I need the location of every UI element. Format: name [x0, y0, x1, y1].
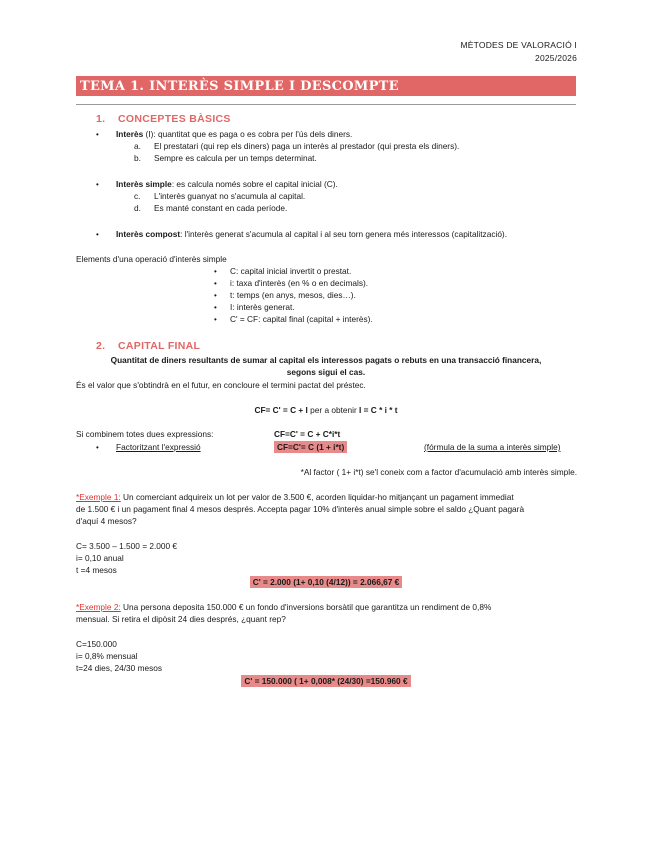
- bullet-icon: •: [214, 303, 217, 312]
- example-1-text: Un comerciant adquireix un lot per valor de 3.500 €, acorden liquidar-ho mitjançant un pagament immediat: [120, 492, 514, 502]
- list-text: Sempre es calcula per un temps determinat.: [154, 153, 317, 163]
- factor-formula-wrap: [274, 442, 347, 453]
- example-1-line-1: [76, 492, 514, 503]
- bullet-icon: •: [214, 279, 217, 288]
- list-item: [214, 266, 351, 277]
- bullet-icon: •: [96, 443, 99, 452]
- example-1-data: t =4 mesos: [76, 565, 117, 575]
- section-2-heading: [96, 340, 200, 352]
- example-2-label: *Exemple 2:: [76, 602, 121, 612]
- example-2-line-1: [76, 602, 491, 613]
- example-2-result: C' = 150.000 ( 1+ 0,008* (24/30) =150.960 €: [241, 675, 410, 687]
- example-1-line-3: d'aquí 4 mesos?: [76, 516, 137, 526]
- bullet-interes: [96, 129, 352, 140]
- factor-row: [96, 442, 201, 453]
- section-1-number: 1.: [96, 113, 106, 125]
- example-1-data: i= 0,10 anual: [76, 553, 124, 563]
- bullet-compost: [96, 229, 507, 240]
- bullet-simple: [96, 179, 338, 190]
- bullet-icon: •: [96, 130, 99, 139]
- example-2-text: Una persona deposita 150.000 € un fondo d'inversions borsàtil que garantitza un rendiment de 0,8%: [120, 602, 492, 612]
- list-item: [134, 141, 459, 152]
- term-interes: Interès: [116, 129, 144, 139]
- section-2-title: CAPITAL FINAL: [118, 340, 201, 352]
- term-simple: Interès simple: [116, 179, 172, 189]
- bullet-icon: •: [214, 267, 217, 276]
- list-text: t: temps (en anys, mesos, dies…).: [230, 290, 356, 300]
- definition-line-1: Quantitat de diners resultants de sumar al capital els interessos pagats o rebuts en una transacció financera,: [110, 355, 542, 365]
- example-2-data: i= 0,8% mensual: [76, 651, 138, 661]
- example-1-data: C= 3.500 – 1.500 = 2.000 €: [76, 541, 178, 551]
- example-1-label: *Exemple 1:: [76, 492, 121, 502]
- formula-mid: per a obtenir: [307, 405, 360, 415]
- list-marker: b.: [134, 153, 141, 163]
- bullet-icon: •: [214, 291, 217, 300]
- list-item: [134, 153, 317, 164]
- factor-note: (fórmula de la suma a interès simple): [424, 442, 561, 452]
- list-text: Es manté constant en cada període.: [154, 203, 288, 213]
- def-simple: : es calcula només sobre el capital inicial (C).: [171, 179, 338, 189]
- example-2-data: C=150.000: [76, 639, 117, 649]
- list-text: C' = CF: capital final (capital + interès).: [230, 314, 373, 324]
- list-item: [214, 302, 295, 313]
- factor-formula: CF=C'= C (1 + i*t): [274, 441, 347, 453]
- example-2-line-2: mensual. Si retira el dipòsit 24 dies després, ¿quant rep?: [76, 614, 286, 624]
- term-compost: Interès compost: [116, 229, 181, 239]
- def-compost: : l'interès generat s'acumula al capital i al seu torn genera més interessos (capitalització).: [180, 229, 507, 239]
- list-item: [214, 278, 368, 289]
- bullet-icon: •: [96, 180, 99, 189]
- definition-line-2: segons sigui el cas.: [286, 367, 366, 377]
- page-title: TEMA 1. INTERÈS SIMPLE I DESCOMPTE: [80, 79, 399, 94]
- section-1-title: CONCEPTES BÀSICS: [118, 113, 231, 125]
- list-item: [134, 191, 305, 202]
- list-item: [214, 314, 373, 325]
- formula-line: [76, 405, 576, 416]
- factor-remark: *Al factor ( 1+ i*t) se'l coneix com a factor d'acumulació amb interès simple.: [300, 467, 577, 477]
- example-1-result-wrap: [76, 577, 576, 588]
- elements-intro: Elements d'una operació d'interès simple: [76, 254, 227, 264]
- example-2-data: t=24 dies, 24/30 mesos: [76, 663, 163, 673]
- list-text: i: taxa d'interès (en % o en decimals).: [230, 278, 369, 288]
- example-1-line-2: de 1.500 € i un pagament final 4 mesos després. Accepta pagar 10% d'interès anual simple sobre el saldo ¿Quant pagarà: [76, 504, 525, 514]
- list-item: [134, 203, 287, 214]
- def-interes: (I): quantitat que es paga o es cobra per l'ús dels diners.: [143, 129, 353, 139]
- combine-formula: CF=C' = C + C*i*t: [274, 429, 341, 439]
- bullet-icon: •: [96, 230, 99, 239]
- factor-label: Factoritzant l'expressió: [116, 442, 201, 452]
- list-marker: a.: [134, 141, 141, 151]
- example-2-result-wrap: [76, 676, 576, 687]
- course-name: MÈTODES DE VALORACIÓ I: [460, 40, 577, 50]
- list-marker: c.: [134, 191, 141, 201]
- formula-cf: CF= C' = C + I: [254, 405, 308, 415]
- list-item: [214, 290, 356, 301]
- example-1-result: C' = 2.000 (1+ 0,10 (4/12)) = 2.066,67 €: [250, 576, 403, 588]
- section-2-number: 2.: [96, 340, 106, 352]
- section-1-heading: [96, 113, 231, 125]
- list-text: C: capital inicial invertit o prestat.: [230, 266, 352, 276]
- formula-interest: I = C * i * t: [359, 405, 398, 415]
- list-marker: d.: [134, 203, 141, 213]
- list-text: L'interès guanyat no s'acumula al capital.: [154, 191, 306, 201]
- academic-year: 2025/2026: [535, 53, 577, 63]
- definition-desc: És el valor que s'obtindrà en el futur, en concloure el termini pactat del préstec.: [76, 380, 366, 390]
- list-text: I: interès generat.: [230, 302, 295, 312]
- list-text: El prestatari (qui rep els diners) paga un interès al prestador (qui presta els diners).: [154, 141, 460, 151]
- bullet-icon: •: [214, 315, 217, 324]
- combine-label: Si combinem totes dues expressions:: [76, 429, 214, 439]
- title-divider: [76, 104, 576, 105]
